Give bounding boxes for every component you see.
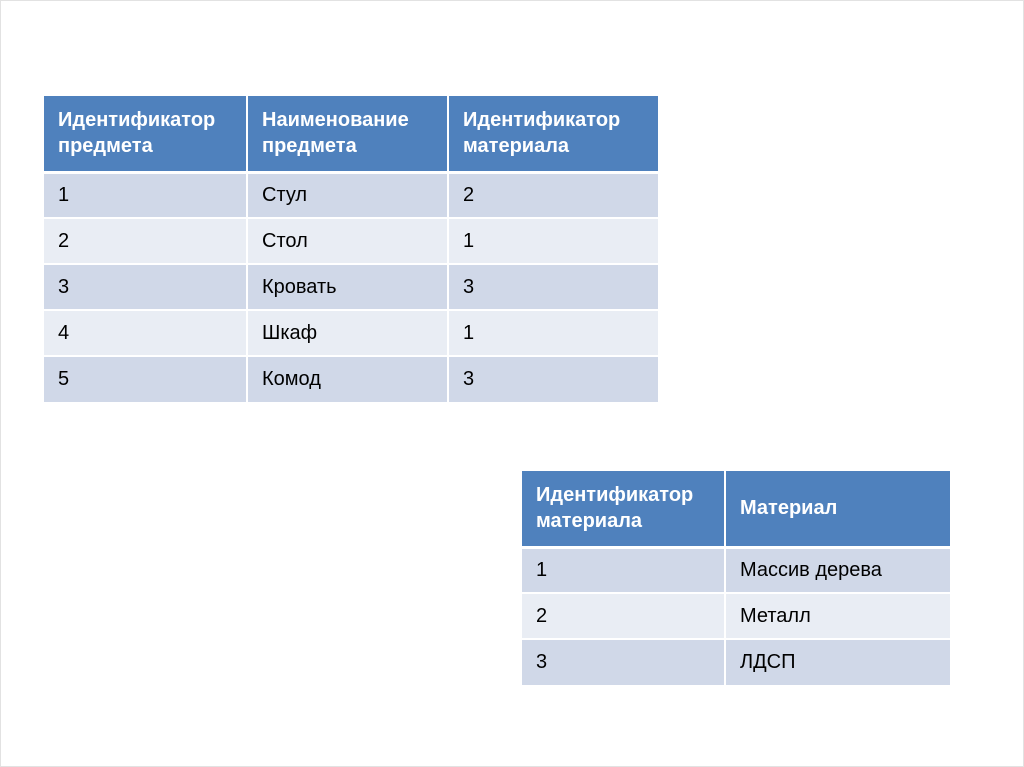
item-name-cell: Кровать bbox=[247, 264, 448, 310]
material-id-cell: 3 bbox=[522, 639, 725, 685]
material-id-cell: 3 bbox=[448, 356, 658, 402]
item-id-cell: 4 bbox=[44, 310, 247, 356]
item-name-cell: Шкаф bbox=[247, 310, 448, 356]
item-id-cell: 1 bbox=[44, 172, 247, 218]
item-name-cell: Стол bbox=[247, 218, 448, 264]
item-id-cell: 3 bbox=[44, 264, 247, 310]
material-name-cell: ЛДСП bbox=[725, 639, 950, 685]
item-id-cell: 2 bbox=[44, 218, 247, 264]
table-row bbox=[44, 310, 658, 356]
material-id-cell: 3 bbox=[448, 264, 658, 310]
material-name-cell: Металл bbox=[725, 593, 950, 639]
table-row bbox=[522, 547, 950, 593]
material-id-cell: 2 bbox=[448, 172, 658, 218]
material-id-cell: 1 bbox=[522, 547, 725, 593]
table-row bbox=[44, 264, 658, 310]
item-name-cell: Комод bbox=[247, 356, 448, 402]
items-header-item-name: Наименование предмета bbox=[247, 96, 448, 172]
item-id-cell: 5 bbox=[44, 356, 247, 402]
table-row bbox=[44, 172, 658, 218]
materials-header-material: Материал bbox=[725, 471, 950, 547]
items-header-row bbox=[44, 96, 658, 172]
material-id-cell: 1 bbox=[448, 310, 658, 356]
material-name-cell: Массив дерева bbox=[725, 547, 950, 593]
materials-header-material-id: Идентификатор материала bbox=[522, 471, 725, 547]
material-id-cell: 2 bbox=[522, 593, 725, 639]
items-header-item-id: Идентификатор предмета bbox=[44, 96, 247, 172]
table-row bbox=[44, 356, 658, 402]
items-table bbox=[44, 96, 658, 402]
table-row bbox=[44, 218, 658, 264]
materials-header-row bbox=[522, 471, 950, 547]
materials-table bbox=[522, 471, 950, 685]
table-row bbox=[522, 593, 950, 639]
items-header-material-id: Идентификатор материала bbox=[448, 96, 658, 172]
table-row bbox=[522, 639, 950, 685]
item-name-cell: Стул bbox=[247, 172, 448, 218]
material-id-cell: 1 bbox=[448, 218, 658, 264]
